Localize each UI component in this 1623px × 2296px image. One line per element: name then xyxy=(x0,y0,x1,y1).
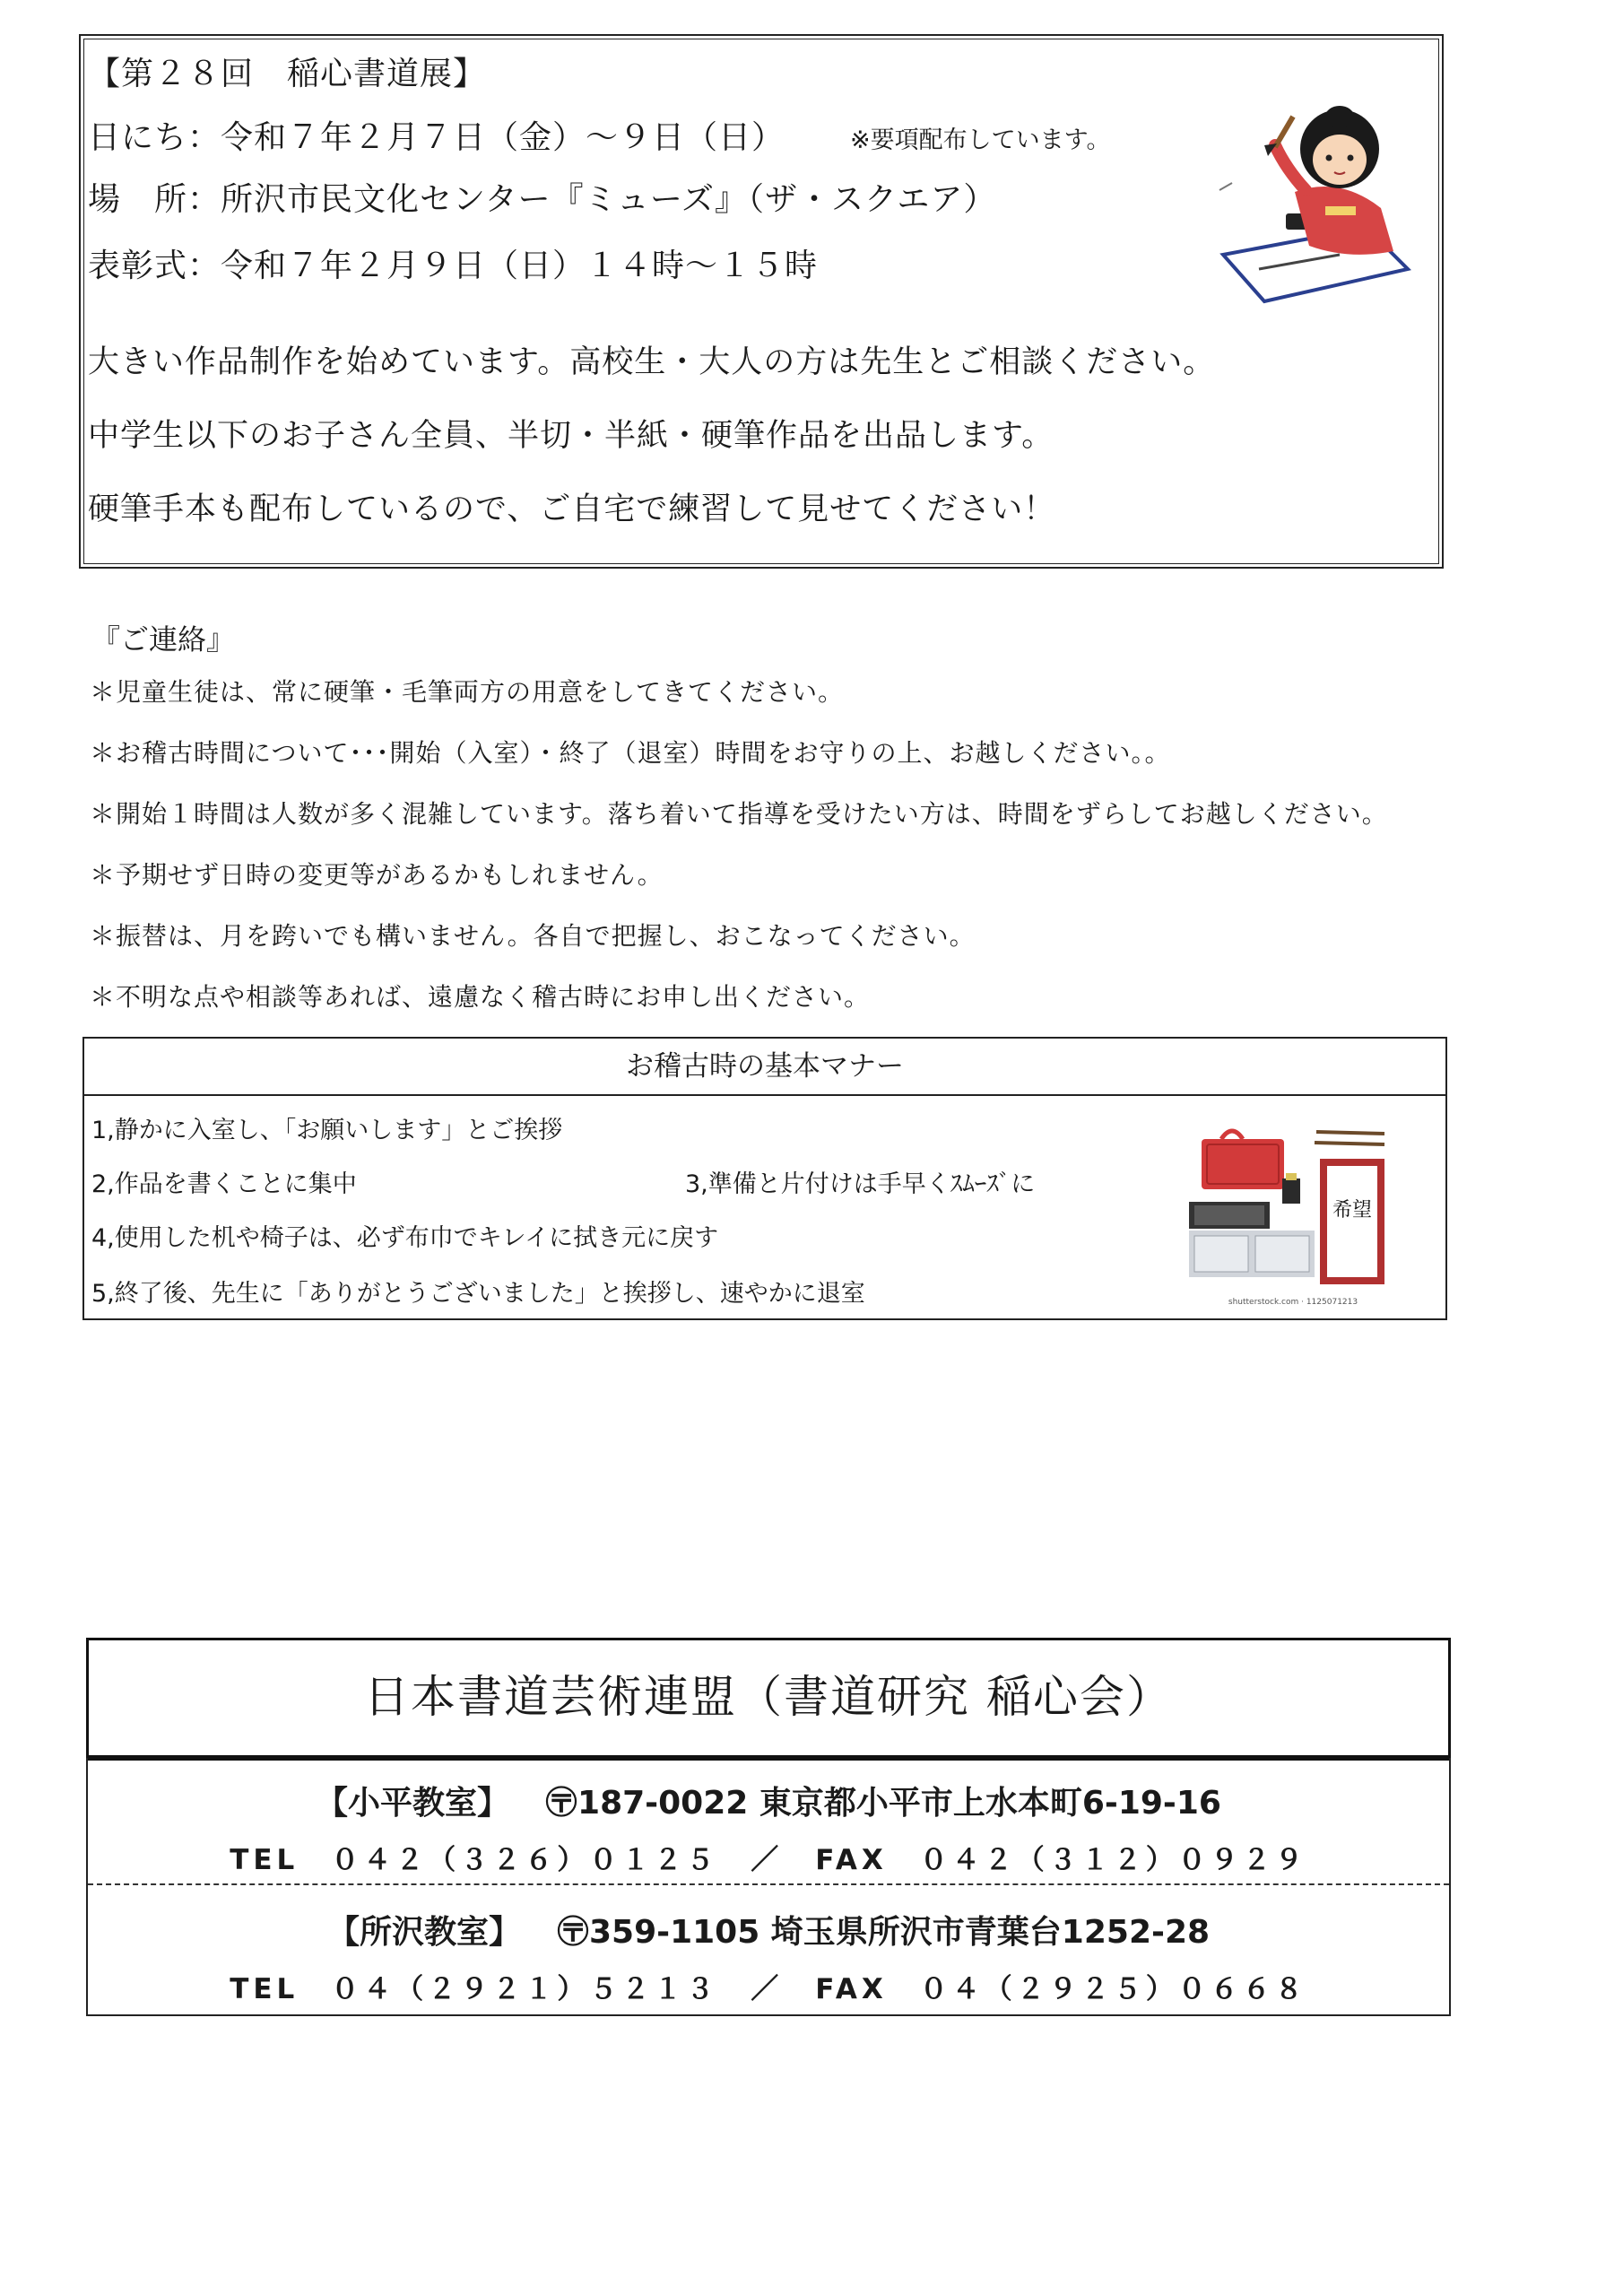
manner-item-1: 1,静かに入室し、「お願いします」とご挨拶 xyxy=(91,1117,563,1144)
kodaira-tel-fax: TEL ０４２（３２６）０１２５ ／ FAX ０４２（３１２）０９２９ xyxy=(230,1844,1307,1876)
exhibition-body-line-2: 中学生以下のお子さん全員、半切・半紙・硬筆作品を出品します。 xyxy=(88,418,1055,454)
kodaira-address: 187-0022 東京都小平市上水本町6-19-16 xyxy=(577,1785,1221,1822)
dates-label: 日にち： xyxy=(88,119,221,156)
contact-item-2: ＊お稽古時間について･･･開始（入室）・終了（退室）時間をお守りの上、お越しください。。 xyxy=(90,738,1171,768)
exhibition-ceremony xyxy=(88,240,818,286)
contact-heading: 『ご連絡』 xyxy=(91,622,236,657)
venue-value: 所沢市民文化センター『ミューズ』（ザ・スクエア） xyxy=(221,181,997,218)
calligraphy-tools-illustration xyxy=(1185,1123,1401,1311)
exhibition-body-line-1: 大きい作品制作を始めています。高校生・大人の方は先生とご相談ください。 xyxy=(88,344,1216,380)
tokorozawa-office-line xyxy=(88,1907,1449,1952)
org-name: 日本書道芸術連盟（書道研究 稲心会） xyxy=(364,1671,1173,1723)
footer-org-box xyxy=(86,1638,1451,1758)
venue-label: 場 所： xyxy=(88,181,221,218)
contact-item-5: ＊振替は、月を跨いでも構いません。各自で把握し、おこなってください。 xyxy=(90,921,976,951)
postal-mark-icon: 〶 xyxy=(556,1914,589,1951)
tokorozawa-office-name: 【所沢教室】 xyxy=(326,1914,521,1951)
kodaira-office-line xyxy=(88,1778,1449,1823)
manners-box xyxy=(82,1037,1447,1320)
tokorozawa-tel-fax: TEL ０４（２９２１）５２１３ ／ FAX ０４（２９２５）０６６８ xyxy=(230,1973,1307,2005)
contact-item-3: ＊開始１時間は人数が多く混雑しています。落ち着いて指導を受けたい方は、時間をずらしてお越しください。 xyxy=(90,799,1388,829)
manner-item-4: 4,使用した机や椅子は、必ず布巾でキレイに拭き元に戻す xyxy=(91,1224,719,1252)
dates-value: 令和７年２月７日（金）～９日（日） xyxy=(221,119,785,156)
manner-item-5: 5,終了後、先生に「ありがとうございました」と挨拶し、速やかに退室 xyxy=(91,1280,865,1308)
exhibition-dates xyxy=(88,112,785,158)
scroll-glyph: 希望 xyxy=(1332,1199,1373,1222)
exhibition-venue xyxy=(88,174,996,220)
footer-contact-box xyxy=(86,1758,1451,2016)
image-credit: shutterstock.com · 1125071213 xyxy=(1228,1298,1358,1307)
exhibition-body-line-3: 硬筆手本も配布しているので、ご自宅で練習して見せてください！ xyxy=(88,491,1056,527)
ceremony-value: 令和７年２月９日（日）１４時～１５時 xyxy=(221,248,819,284)
postal-mark-icon: 〶 xyxy=(545,1785,578,1822)
contact-item-1: ＊児童生徒は、常に硬筆・毛筆両方の用意をしてきてください。 xyxy=(90,677,845,707)
tokorozawa-address: 359-1105 埼玉県所沢市青葉台1252-28 xyxy=(588,1914,1211,1951)
contact-item-4: ＊予期せず日時の変更等があるかもしれません。 xyxy=(90,860,664,890)
manner-item-3: 3,準備と片付けは手早くｽﾑｰｽﾞに xyxy=(685,1170,1036,1198)
kodaira-office-name: 【小平教室】 xyxy=(316,1785,510,1822)
guide-note: ※要項配布しています。 xyxy=(850,126,1111,154)
calligraphy-girl-illustration xyxy=(1205,93,1429,309)
contact-item-6: ＊不明な点や相談等あれば、遠慮なく稽古時にお申し出ください。 xyxy=(90,982,871,1012)
footer-dashed-divider xyxy=(88,1883,1449,1885)
exhibition-title: 【第２８回 稲心書道展】 xyxy=(88,56,487,92)
manners-title: お稽古時の基本マナー xyxy=(84,1039,1445,1096)
exhibition-box xyxy=(79,34,1444,569)
ceremony-label: 表彰式： xyxy=(88,248,221,284)
manner-item-2: 2,作品を書くことに集中 xyxy=(91,1170,357,1198)
